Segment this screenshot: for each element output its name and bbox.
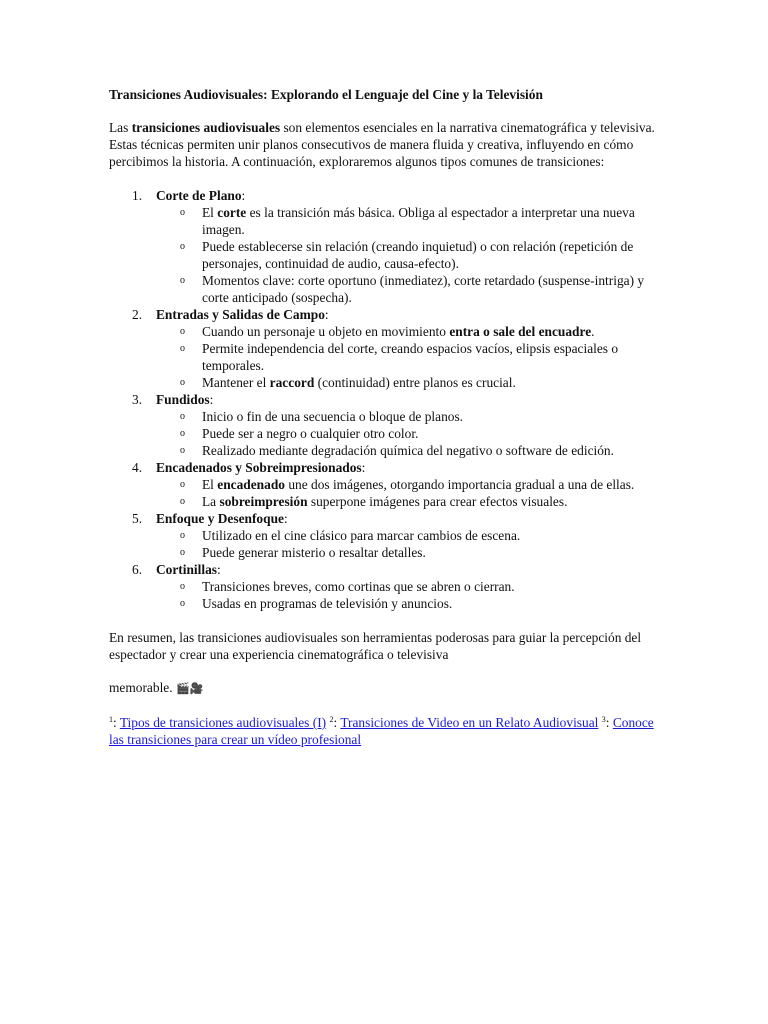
reference-number: 1	[109, 715, 113, 724]
bullet-text-bold: raccord	[269, 375, 315, 390]
section-number: 3.	[132, 392, 143, 407]
section-heading: Encadenados y Sobreimpresionados	[156, 460, 362, 475]
section-item: 1. Corte de Plano: o El corte es la transición más básica. Obliga al espectador a interpretar una nueva imagen. o Puede establecerse sin relación (creando inquietud) o con relación (repetición de personajes, continuidad de audio, causa-efecto). o Momentos clave: corte oportuno (inmediatez), corte retardado (suspense-intriga) y corte anticipado (sospecha).	[109, 187, 669, 306]
bullet-text: Utilizado en el cine clásico para marcar cambios de escena.	[202, 528, 521, 543]
clapperboard-camera-icon: 🎬🎥	[175, 682, 204, 695]
document-page	[109, 86, 669, 748]
section-item: 4. Encadenados y Sobreimpresionados: o El encadenado une dos imágenes, otorgando importancia gradual a una de ellas. o La sobreimpresión superpone imágenes para crear efectos visuales.	[109, 459, 669, 510]
bullet-item	[180, 340, 669, 374]
intro-text-bold: transiciones audiovisuales	[131, 120, 281, 135]
bullet-item	[180, 323, 669, 340]
bullet-marker: o	[180, 207, 185, 218]
section-heading: Entradas y Salidas de Campo	[156, 307, 325, 322]
bullet-item	[180, 374, 669, 391]
reference-link-3[interactable]: Conoce las transiciones para crear un vídeo profesional	[109, 715, 654, 747]
bullet-marker: o	[180, 428, 185, 439]
bullet-marker: o	[180, 241, 185, 252]
bullet-list	[156, 323, 669, 391]
section-item: 3. Fundidos: o Inicio o fin de una secuencia o bloque de planos. o Puede ser a negro o cualquier otro color. o Realizado mediante degradación química del negativo o software de edición.	[109, 391, 669, 459]
bullet-item	[180, 425, 669, 442]
bullet-marker: o	[180, 530, 185, 541]
bullet-item	[180, 476, 669, 493]
bullet-item	[180, 595, 669, 612]
bullet-item	[180, 442, 669, 459]
section-number: 1.	[132, 188, 143, 203]
bullet-text-bold: encadenado	[217, 477, 285, 492]
bullet-marker: o	[180, 598, 185, 609]
bullet-marker: o	[180, 343, 185, 354]
reference-number: 2	[329, 715, 334, 724]
bullet-text: La	[202, 494, 220, 509]
bullet-text: Realizado mediante degradación química del negativo o software de edición.	[202, 443, 614, 458]
bullet-text: Cuando un personaje u objeto en movimiento	[202, 324, 450, 339]
bullet-text-bold: corte	[217, 205, 247, 220]
intro-text-pre: Las	[109, 120, 132, 135]
reference-link-1[interactable]: Tipos de transiciones audiovisuales (I)	[119, 715, 327, 730]
intro-paragraph	[109, 119, 669, 170]
section-number: 4.	[132, 460, 143, 475]
bullet-marker: o	[180, 496, 185, 507]
bullet-text-bold: sobreimpresión	[219, 494, 308, 509]
bullet-text: El	[202, 205, 218, 220]
bullet-marker: o	[180, 377, 185, 388]
bullet-text: Puede establecerse sin relación (creando inquietud) o con relación (repetición de personajes, continuidad de audio, causa-efecto).	[202, 239, 634, 271]
bullet-text-post: superpone imágenes para crear efectos visuales.	[307, 494, 568, 509]
bullet-text: El	[202, 477, 218, 492]
section-item: 6. Cortinillas: o Transiciones breves, como cortinas que se abren o cierran. o Usadas en programas de televisión y anuncios.	[109, 561, 669, 612]
bullet-marker: o	[180, 445, 185, 456]
bullet-text: Permite independencia del corte, creando espacios vacíos, elipsis espaciales o temporales.	[202, 341, 619, 373]
bullet-text-post: .	[591, 324, 595, 339]
bullet-marker: o	[180, 479, 185, 490]
bullet-marker: o	[180, 411, 185, 422]
intro-text-post: son elementos esenciales en la narrativa cinematográfica y televisiva. Estas técnicas permiten unir planos consecutivos de manera fluida y creativa, influyendo en cómo percibimos la historia. A continuación, exploraremos algunos tipos comunes de transiciones:	[109, 120, 655, 169]
bullet-list	[156, 578, 669, 612]
bullet-text: Mantener el	[202, 375, 270, 390]
references: $^1$: Tipos de transiciones audiovisuales (I) $^2$: Transiciones de Video en un Relato Audiovisual $^3$: Conoce las transiciones para crear un vídeo profesional	[109, 715, 654, 747]
section-item: 2. Entradas y Salidas de Campo: o Cuando un personaje u objeto en movimiento entra o sale del encuadre. o Permite independencia del corte, creando espacios vacíos, elipsis espaciales o temporales. o Mantener el raccord (continuidad) entre planos es crucial.	[109, 306, 669, 391]
transition-types-list	[109, 187, 669, 612]
bullet-marker: o	[180, 547, 185, 558]
section-heading: Corte de Plano	[156, 188, 242, 203]
bullet-text-post: une dos imágenes, otorgando importancia gradual a una de ellas.	[284, 477, 635, 492]
bullet-item	[180, 408, 669, 425]
bullet-text: Puede generar misterio o resaltar detalles.	[202, 545, 426, 560]
section-number: 5.	[132, 511, 143, 526]
section-heading: Cortinillas	[156, 562, 218, 577]
reference-number: 3	[601, 715, 606, 724]
bullet-list	[156, 408, 669, 459]
bullet-marker: o	[180, 275, 185, 286]
bullet-item	[180, 238, 669, 272]
summary-paragraph-end	[109, 679, 669, 697]
section-heading: Enfoque y Desenfoque	[156, 511, 284, 526]
bullet-text: Puede ser a negro o cualquier otro color.	[202, 426, 419, 441]
bullet-text: Inicio o fin de una secuencia o bloque de planos.	[202, 409, 464, 424]
bullet-item	[180, 272, 669, 306]
document-title: Transiciones Audiovisuales: Explorando el Lenguaje del Cine y la Televisión	[109, 87, 543, 102]
bullet-item	[180, 204, 669, 238]
summary-paragraph: En resumen, las transiciones audiovisuales son herramientas poderosas para guiar la percepción del espectador y crear una experiencia cinematográfica o televisiva	[109, 630, 642, 662]
bullet-text-post: (continuidad) entre planos es crucial.	[314, 375, 516, 390]
bullet-marker: o	[180, 326, 185, 337]
bullet-text: Momentos clave: corte oportuno (inmediatez), corte retardado (suspense-intriga) y corte anticipado (sospecha).	[202, 273, 645, 305]
bullet-text: Transiciones breves, como cortinas que se abren o cierran.	[202, 579, 515, 594]
section-number: 2.	[132, 307, 143, 322]
bullet-list	[156, 527, 669, 561]
reference-link-2[interactable]: Transiciones de Video en un Relato Audiovisual	[340, 715, 599, 730]
bullet-marker: o	[180, 581, 185, 592]
summary-end-text: memorable.	[109, 680, 173, 695]
bullet-text-post: es la transición más básica. Obliga al espectador a interpretar una nueva imagen.	[202, 205, 635, 237]
bullet-item	[180, 544, 669, 561]
bullet-text: Usadas en programas de televisión y anuncios.	[202, 596, 453, 611]
bullet-item	[180, 578, 669, 595]
bullet-list	[156, 476, 669, 510]
bullet-list	[156, 204, 669, 306]
bullet-item	[180, 527, 669, 544]
section-number: 6.	[132, 562, 143, 577]
section-heading: Fundidos	[156, 392, 210, 407]
bullet-item	[180, 493, 669, 510]
bullet-text-bold: entra o sale del encuadre	[449, 324, 592, 339]
section-item: 5. Enfoque y Desenfoque: o Utilizado en el cine clásico para marcar cambios de escena. o Puede generar misterio o resaltar detalles.	[109, 510, 669, 561]
